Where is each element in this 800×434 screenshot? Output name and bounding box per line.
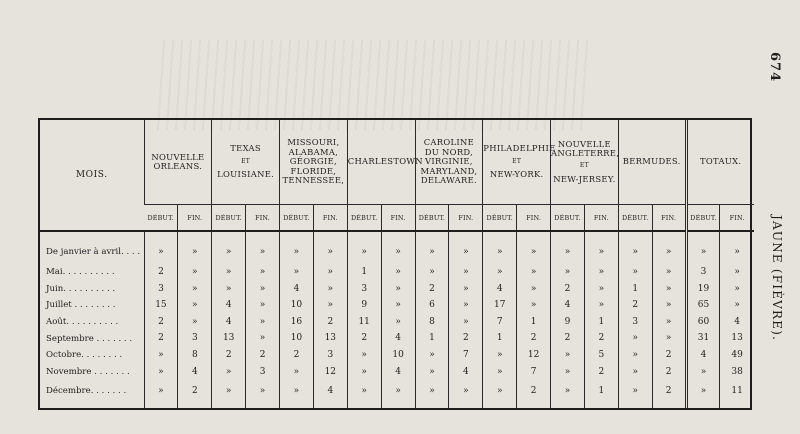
region-header-line: ORLEANS. — [153, 161, 203, 171]
table-cell: » — [246, 264, 280, 281]
end-header: FIN. — [313, 205, 347, 232]
region-header-line: TENNESSEE, — [282, 175, 345, 186]
table-cell: 2 — [144, 314, 178, 331]
table-cell: » — [178, 264, 212, 281]
table-cell: 2 — [347, 331, 381, 348]
table-cell: » — [381, 281, 415, 298]
table-cell: 9 — [551, 314, 585, 331]
region-header-line: TOTAUX. — [699, 156, 742, 167]
table-cell: » — [212, 380, 246, 408]
table-cell: » — [415, 364, 449, 381]
table-row — [40, 380, 754, 408]
table-cell: 4 — [313, 380, 347, 408]
table-cell: » — [720, 281, 754, 298]
table-cell: » — [280, 231, 314, 264]
table-cell: 3 — [144, 281, 178, 298]
table-cell: » — [517, 297, 551, 314]
table-cell: 4 — [212, 297, 246, 314]
table-cell: 9 — [347, 297, 381, 314]
region-header-line: ANGLETERRE, — [551, 147, 620, 158]
table-cell: » — [517, 231, 551, 264]
table-cell: 10 — [280, 297, 314, 314]
table-cell: 4 — [212, 314, 246, 331]
table-cell: » — [584, 297, 618, 314]
region-header-line: NEW-YORK. — [489, 169, 544, 180]
table-body — [40, 231, 754, 408]
table-cell: » — [246, 380, 280, 408]
start-header: DÉBUT. — [686, 205, 720, 232]
region-header-line: CAROLINE — [423, 137, 475, 148]
table-cell: 2 — [415, 281, 449, 298]
table-cell: » — [449, 380, 483, 408]
region-header-row — [40, 120, 754, 205]
table-row — [40, 231, 754, 264]
table-cell: 2 — [584, 331, 618, 348]
table-cell: 3 — [246, 364, 280, 381]
table-cell: » — [584, 264, 618, 281]
table-cell: » — [483, 347, 517, 364]
table-cell: 4 — [686, 347, 720, 364]
table-cell: » — [212, 281, 246, 298]
month-label: Juin. . . . . . . . . . — [46, 283, 116, 294]
table-row — [40, 364, 754, 381]
table-cell: » — [415, 231, 449, 264]
table-cell: » — [246, 314, 280, 331]
table-cell: 7 — [449, 347, 483, 364]
region-header-line: MARYLAND, — [420, 165, 478, 176]
table-cell: 3 — [686, 264, 720, 281]
month-label: Décembre. . . . . . . — [46, 385, 127, 396]
month-label: Juillet . . . . . . . . — [46, 300, 116, 311]
table-cell: » — [246, 331, 280, 348]
table-cell: » — [720, 231, 754, 264]
table-cell: 3 — [313, 347, 347, 364]
end-header: FIN. — [381, 205, 415, 232]
table-cell: » — [652, 281, 686, 298]
region-header — [686, 120, 754, 205]
region-header-line: NOUVELLE — [557, 138, 611, 149]
table-cell: » — [246, 231, 280, 264]
table-cell: » — [178, 297, 212, 314]
table-cell: 10 — [280, 331, 314, 348]
table-cell: 11 — [347, 314, 381, 331]
end-header: FIN. — [584, 205, 618, 232]
table-cell: 19 — [686, 281, 720, 298]
region-header-line: ET — [241, 157, 251, 165]
table-cell: 2 — [652, 380, 686, 408]
table-cell: 3 — [618, 314, 652, 331]
table-cell: 3 — [347, 281, 381, 298]
start-end-header-row — [40, 205, 754, 232]
end-header: FIN. — [449, 205, 483, 232]
table-cell: » — [517, 264, 551, 281]
region-header — [280, 120, 348, 205]
table-row — [40, 264, 754, 281]
table-cell: 8 — [178, 347, 212, 364]
table-cell: » — [144, 231, 178, 264]
table-cell: 1 — [618, 281, 652, 298]
table-cell: » — [551, 231, 585, 264]
table-cell: » — [313, 231, 347, 264]
table-cell: 2 — [178, 380, 212, 408]
table-cell: » — [618, 380, 652, 408]
table-cell: 2 — [144, 264, 178, 281]
table-cell: » — [144, 364, 178, 381]
table-cell: 2 — [652, 364, 686, 381]
table-row — [40, 281, 754, 298]
region-header — [144, 120, 212, 205]
start-header: DÉBUT. — [415, 205, 449, 232]
table-cell: 2 — [618, 297, 652, 314]
region-header-line: ALABAMA, — [288, 146, 339, 157]
table-cell: 1 — [584, 380, 618, 408]
region-header-line: TEXAS — [230, 143, 261, 154]
table-cell: 4 — [178, 364, 212, 381]
region-header-line: ET — [579, 162, 589, 170]
table-cell: 1 — [483, 331, 517, 348]
table-cell: » — [720, 264, 754, 281]
table-cell: 2 — [584, 364, 618, 381]
table-cell: » — [652, 231, 686, 264]
table-cell: 4 — [449, 364, 483, 381]
region-header-line: DELAWARE. — [420, 175, 477, 186]
table-cell: 1 — [517, 314, 551, 331]
table-cell: » — [347, 231, 381, 264]
table-cell: » — [280, 364, 314, 381]
table-cell: » — [212, 364, 246, 381]
region-header-line: GÉORGIE, — [289, 156, 337, 167]
table-cell: » — [618, 264, 652, 281]
start-header: DÉBUT. — [347, 205, 381, 232]
table-cell: » — [551, 364, 585, 381]
table-cell: 2 — [551, 331, 585, 348]
table-cell: » — [415, 380, 449, 408]
table-cell: » — [449, 314, 483, 331]
table-cell: 13 — [313, 331, 347, 348]
table-cell: 4 — [381, 331, 415, 348]
table-cell: » — [178, 314, 212, 331]
table-cell: » — [720, 297, 754, 314]
region-header — [347, 120, 423, 205]
table-cell: » — [246, 281, 280, 298]
table-cell: 1 — [584, 314, 618, 331]
start-header: DÉBUT. — [212, 205, 246, 232]
table-cell: » — [313, 297, 347, 314]
table-cell: » — [483, 264, 517, 281]
table-cell: » — [381, 264, 415, 281]
start-header: DÉBUT. — [551, 205, 585, 232]
region-header — [551, 120, 619, 205]
table-cell: 2 — [144, 331, 178, 348]
table-cell: » — [483, 364, 517, 381]
end-header: FIN. — [720, 205, 754, 232]
table-cell: 2 — [313, 314, 347, 331]
end-header: FIN. — [178, 205, 212, 232]
table-cell: 7 — [517, 364, 551, 381]
table-cell: 7 — [483, 314, 517, 331]
region-header — [212, 120, 280, 205]
region-header-line: DU NORD, — [424, 146, 474, 157]
start-header: DÉBUT. — [144, 205, 178, 232]
start-header: DÉBUT. — [280, 205, 314, 232]
table-cell: » — [483, 380, 517, 408]
region-header-line: BERMUDES. — [622, 156, 681, 167]
table-cell: 4 — [483, 281, 517, 298]
table-row — [40, 297, 754, 314]
table-cell: 10 — [381, 347, 415, 364]
end-header: FIN. — [246, 205, 280, 232]
table-cell: 4 — [551, 297, 585, 314]
table-cell: 3 — [178, 331, 212, 348]
region-header-line: FLORIDE, — [290, 165, 337, 176]
table-cell: » — [449, 264, 483, 281]
running-head: JAUNE (FIÈVRE). — [770, 215, 784, 342]
table-cell: 2 — [652, 347, 686, 364]
table-cell: 8 — [415, 314, 449, 331]
region-header-line: PHILADELPHIE — [483, 143, 556, 154]
table-row — [40, 314, 754, 331]
month-label: De janvier à avril. . . . — [46, 246, 141, 257]
month-label: Octobre. . . . . . . . — [46, 350, 123, 361]
data-table — [40, 120, 754, 408]
table-cell: » — [551, 347, 585, 364]
table-cell: 65 — [686, 297, 720, 314]
region-header-line: NOUVELLE — [151, 151, 205, 162]
table-cell: » — [280, 380, 314, 408]
yellow-fever-table — [38, 118, 752, 410]
table-cell: » — [551, 380, 585, 408]
table-cell: » — [381, 297, 415, 314]
table-cell: » — [313, 264, 347, 281]
start-header: DÉBUT. — [618, 205, 652, 232]
table-cell: » — [212, 231, 246, 264]
table-cell: 2 — [246, 347, 280, 364]
table-cell: » — [652, 314, 686, 331]
table-cell: » — [449, 297, 483, 314]
table-cell: 2 — [517, 331, 551, 348]
table-cell: » — [517, 281, 551, 298]
table-cell: 1 — [347, 264, 381, 281]
table-cell: » — [415, 347, 449, 364]
show-through-texture — [157, 40, 593, 130]
table-cell: » — [686, 364, 720, 381]
region-header — [415, 120, 483, 205]
table-cell: » — [347, 347, 381, 364]
table-cell: » — [551, 264, 585, 281]
region-header — [618, 120, 686, 205]
table-cell: 31 — [686, 331, 720, 348]
month-label: Novembre . . . . . . . — [46, 366, 130, 377]
table-cell: 1 — [415, 331, 449, 348]
region-header-line: ET — [512, 157, 522, 165]
table-cell: » — [686, 231, 720, 264]
table-cell: 4 — [280, 281, 314, 298]
page-number: 674 — [767, 52, 782, 83]
table-cell: 12 — [313, 364, 347, 381]
table-row — [40, 331, 754, 348]
end-header: FIN. — [517, 205, 551, 232]
table-cell: 12 — [517, 347, 551, 364]
table-cell: » — [144, 347, 178, 364]
table-cell: » — [246, 297, 280, 314]
table-cell: 2 — [517, 380, 551, 408]
region-header — [483, 120, 556, 205]
table-cell: » — [449, 281, 483, 298]
table-cell: » — [381, 231, 415, 264]
table-cell: 4 — [720, 314, 754, 331]
table-cell: » — [347, 364, 381, 381]
table-cell: 38 — [720, 364, 754, 381]
table-cell: » — [415, 264, 449, 281]
region-header-line: LOUISIANE. — [217, 169, 275, 180]
table-cell: » — [652, 331, 686, 348]
table-cell: » — [381, 314, 415, 331]
table-cell: 11 — [720, 380, 754, 408]
start-header: DÉBUT. — [483, 205, 517, 232]
table-cell: » — [381, 380, 415, 408]
table-cell: 6 — [415, 297, 449, 314]
table-cell: » — [618, 347, 652, 364]
month-label: Août. . . . . . . . . . — [46, 316, 119, 327]
table-cell: 16 — [280, 314, 314, 331]
table-cell: » — [584, 281, 618, 298]
table-cell: 17 — [483, 297, 517, 314]
table-cell: » — [618, 364, 652, 381]
table-cell: » — [618, 331, 652, 348]
table-cell: » — [686, 380, 720, 408]
table-cell: » — [584, 231, 618, 264]
table-cell: » — [280, 264, 314, 281]
table-cell: 2 — [212, 347, 246, 364]
month-column-header: MOIS. — [40, 120, 144, 231]
table-cell: » — [618, 231, 652, 264]
table-cell: » — [178, 231, 212, 264]
table-cell: 2 — [449, 331, 483, 348]
table-cell: » — [178, 281, 212, 298]
region-header-line: NEW-JERSEY. — [553, 174, 616, 185]
table-cell: » — [652, 264, 686, 281]
table-cell: » — [652, 297, 686, 314]
table-cell: 2 — [280, 347, 314, 364]
table-cell: 15 — [144, 297, 178, 314]
table-cell: 13 — [212, 331, 246, 348]
region-header-line: CHARLESTOWN — [347, 156, 423, 167]
table-cell: 13 — [720, 331, 754, 348]
table-cell: 5 — [584, 347, 618, 364]
table-cell: 60 — [686, 314, 720, 331]
region-header-line: MISSOURI, — [287, 137, 340, 148]
table-cell: » — [313, 281, 347, 298]
table-cell: 2 — [551, 281, 585, 298]
table-cell: » — [144, 380, 178, 408]
end-header: FIN. — [652, 205, 686, 232]
region-header-line: VIRGINIE, — [425, 156, 473, 167]
table-cell: 4 — [381, 364, 415, 381]
table-cell: » — [483, 231, 517, 264]
month-label: Septembre . . . . . . . — [46, 333, 133, 344]
table-row — [40, 347, 754, 364]
month-label: Mai. . . . . . . . . . — [46, 267, 115, 278]
table-cell: » — [212, 264, 246, 281]
table-cell: 49 — [720, 347, 754, 364]
table-cell: » — [347, 380, 381, 408]
table-cell: » — [449, 231, 483, 264]
